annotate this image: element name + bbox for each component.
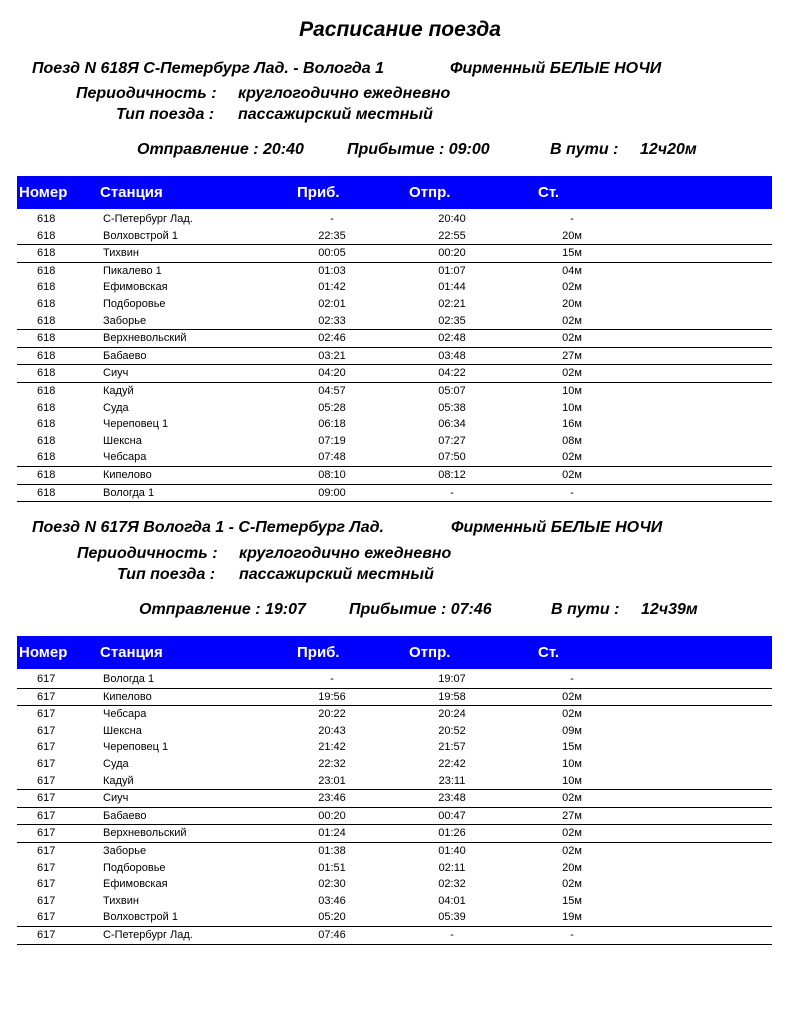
table-row <box>17 860 772 877</box>
arrival-cell: 07:46 <box>318 928 346 941</box>
departure-cell: 03:48 <box>438 349 466 362</box>
stop-duration-cell: 10м <box>562 774 582 787</box>
arrival-cell: 20:22 <box>318 708 346 721</box>
train-number-cell: 617 <box>37 724 56 737</box>
table-row <box>17 313 772 331</box>
train-number-cell: 618 <box>37 384 56 397</box>
stop-duration-cell: 02м <box>562 332 582 345</box>
station-cell: Чебсара <box>103 451 147 464</box>
departure-cell: 19:58 <box>438 690 466 703</box>
stop-duration-cell: 02м <box>562 367 582 380</box>
arrival-cell: 19:56 <box>318 690 346 703</box>
table-row <box>17 245 772 263</box>
train-number-cell: 618 <box>37 264 56 277</box>
station-cell: Тихвин <box>103 247 139 260</box>
page-title: Расписание поезда <box>299 18 501 41</box>
train-number-cell: 617 <box>37 673 56 685</box>
departure-cell: 19:07 <box>438 673 466 685</box>
arrival-cell: 20:43 <box>318 724 346 737</box>
stop-duration-cell: 20м <box>562 861 582 874</box>
table-row <box>17 927 772 945</box>
travel-label: В пути : <box>551 601 620 618</box>
arrival-cell: 23:46 <box>318 792 346 805</box>
train-number-cell: 617 <box>37 894 56 907</box>
train-number-cell: 618 <box>37 281 56 294</box>
stop-duration-cell: 02м <box>562 314 582 327</box>
arrival-cell: 00:05 <box>318 247 346 260</box>
train-number-cell: 618 <box>37 401 56 414</box>
stop-duration-cell: 15м <box>562 894 582 907</box>
departure-cell: 02:11 <box>438 861 466 874</box>
train-number-cell: 618 <box>37 418 56 431</box>
stop-duration-cell: - <box>570 673 574 685</box>
train-number-cell: 617 <box>37 928 56 941</box>
table-row <box>17 433 772 450</box>
departure-cell: 05:07 <box>438 384 466 397</box>
type-label: Тип поезда : <box>117 566 216 583</box>
station-cell: Чебсара <box>103 708 147 721</box>
station-cell: Подборовье <box>103 297 166 310</box>
arrival-cell: 23:01 <box>318 774 346 787</box>
period-label: Периодичность : <box>77 545 218 562</box>
departure-time: Отправление : 20:40 <box>137 141 304 158</box>
station-cell: Верхневольский <box>103 827 187 840</box>
station-cell: Бабаево <box>103 809 147 822</box>
station-cell: Череповец 1 <box>103 418 169 431</box>
departure-cell: 08:12 <box>438 468 466 481</box>
departure-cell: 00:47 <box>438 809 466 822</box>
departure-cell: 02:48 <box>438 332 466 345</box>
table-row <box>17 383 772 400</box>
arrival-cell: 02:01 <box>318 297 346 310</box>
departure-cell: 04:22 <box>438 367 466 380</box>
stop-duration-cell: - <box>570 486 574 499</box>
table-rows <box>17 671 772 945</box>
table-row <box>17 756 772 773</box>
stop-duration-cell: 04м <box>562 264 582 277</box>
arrival-cell: 07:48 <box>318 451 346 464</box>
schedule-table <box>17 636 772 945</box>
station-cell: Заборье <box>103 314 147 327</box>
arrival-cell: 01:42 <box>318 281 346 294</box>
header-stop: Ст. <box>538 184 560 201</box>
station-cell: Тихвин <box>103 894 139 907</box>
stop-duration-cell: 02м <box>562 792 582 805</box>
train-number-cell: 617 <box>37 911 56 924</box>
departure-cell: 00:20 <box>438 247 466 260</box>
table-row <box>17 365 772 383</box>
station-cell: Подборовье <box>103 861 166 874</box>
departure-cell: 20:52 <box>438 724 466 737</box>
header-stop: Ст. <box>538 644 560 661</box>
stop-duration-cell: 02м <box>562 827 582 840</box>
departure-cell: 01:26 <box>438 827 466 840</box>
station-cell: Вологда 1 <box>103 673 155 685</box>
table-row <box>17 876 772 893</box>
departure-cell: 04:01 <box>438 894 466 907</box>
station-cell: Верхневольский <box>103 332 187 345</box>
stop-duration-cell: 02м <box>562 690 582 703</box>
train-number-cell: 617 <box>37 844 56 857</box>
station-cell: С-Петербург Лад. <box>103 213 193 225</box>
table-row <box>17 296 772 313</box>
period-value: круглогодично ежедневно <box>239 545 452 562</box>
arrival-cell: 04:20 <box>318 367 346 380</box>
table-row <box>17 790 772 808</box>
stop-duration-cell: 19м <box>562 911 582 924</box>
stop-duration-cell: 15м <box>562 741 582 754</box>
table-row <box>17 228 772 246</box>
travel-value: 12ч20м <box>640 141 697 158</box>
train-number-cell: 617 <box>37 809 56 822</box>
departure-cell: 02:32 <box>438 878 466 891</box>
table-header <box>17 636 772 669</box>
stop-duration-cell: 15м <box>562 247 582 260</box>
stop-duration-cell: 27м <box>562 349 582 362</box>
departure-cell: - <box>450 928 454 941</box>
train-number-cell: 617 <box>37 792 56 805</box>
train-number-cell: 618 <box>37 229 56 242</box>
table-row <box>17 400 772 417</box>
arrival-cell: 01:51 <box>318 861 346 874</box>
train-number-cell: 617 <box>37 757 56 770</box>
stop-duration-cell: 27м <box>562 809 582 822</box>
station-cell: Волховстрой 1 <box>103 229 178 242</box>
station-cell: Суда <box>103 401 129 414</box>
table-row <box>17 416 772 433</box>
station-cell: Сиуч <box>103 792 129 805</box>
table-header <box>17 176 772 209</box>
table-row <box>17 467 772 485</box>
station-cell: Череповец 1 <box>103 741 169 754</box>
train-number-cell: 618 <box>37 213 56 225</box>
table-row <box>17 843 772 860</box>
arrival-cell: 22:35 <box>318 229 346 242</box>
stop-duration-cell: 09м <box>562 724 582 737</box>
arrival-cell: - <box>330 673 334 685</box>
schedule-table <box>17 176 772 502</box>
header-arrival: Приб. <box>297 184 340 201</box>
table-rows <box>17 211 772 502</box>
period-label: Периодичность : <box>76 85 217 102</box>
travel-value: 12ч39м <box>641 601 698 618</box>
train-number-cell: 618 <box>37 367 56 380</box>
departure-cell: 05:39 <box>438 911 466 924</box>
stop-duration-cell: - <box>570 928 574 941</box>
stop-duration-cell: 08м <box>562 434 582 447</box>
train-number-cell: 618 <box>37 332 56 345</box>
stop-duration-cell: - <box>570 213 574 225</box>
stop-duration-cell: 02м <box>562 468 582 481</box>
departure-cell: - <box>450 486 454 499</box>
arrival-cell: 01:24 <box>318 827 346 840</box>
departure-cell: 07:50 <box>438 451 466 464</box>
table-row <box>17 671 772 689</box>
departure-cell: 06:34 <box>438 418 466 431</box>
departure-cell: 22:55 <box>438 229 466 242</box>
station-cell: Кипелово <box>103 690 152 703</box>
stop-duration-cell: 16м <box>562 418 582 431</box>
stop-duration-cell: 20м <box>562 297 582 310</box>
table-row <box>17 689 772 707</box>
train-number-cell: 618 <box>37 451 56 464</box>
arrival-cell: 02:33 <box>318 314 346 327</box>
stop-duration-cell: 02м <box>562 708 582 721</box>
train-number-cell: 618 <box>37 297 56 310</box>
arrival-cell: 05:20 <box>318 911 346 924</box>
type-value: пассажирский местный <box>239 566 434 583</box>
table-row <box>17 706 772 723</box>
arrival-cell: 07:19 <box>318 434 346 447</box>
station-cell: Волховстрой 1 <box>103 911 178 924</box>
station-cell: Ефимовская <box>103 281 168 294</box>
type-value: пассажирский местный <box>238 106 433 123</box>
table-row <box>17 279 772 296</box>
departure-cell: 02:35 <box>438 314 466 327</box>
departure-cell: 20:40 <box>438 213 466 225</box>
train-title: Поезд N 617Я Вологда 1 - С-Петербург Лад. <box>32 519 384 536</box>
header-station: Станция <box>100 184 163 201</box>
train-number-cell: 617 <box>37 827 56 840</box>
train-brand: Фирменный БЕЛЫЕ НОЧИ <box>451 519 663 536</box>
departure-cell: 02:21 <box>438 297 466 310</box>
station-cell: Пикалево 1 <box>103 264 162 277</box>
header-station: Станция <box>100 644 163 661</box>
arrival-cell: 02:30 <box>318 878 346 891</box>
station-cell: Вологда 1 <box>103 486 155 499</box>
departure-cell: 01:07 <box>438 264 466 277</box>
departure-cell: 21:57 <box>438 741 466 754</box>
train-brand: Фирменный БЕЛЫЕ НОЧИ <box>450 60 662 77</box>
table-row <box>17 773 772 791</box>
table-row <box>17 263 772 280</box>
arrival-cell: 02:46 <box>318 332 346 345</box>
departure-time: Отправление : 19:07 <box>139 601 306 618</box>
arrival-cell: 05:28 <box>318 401 346 414</box>
table-row <box>17 739 772 756</box>
type-label: Тип поезда : <box>116 106 215 123</box>
station-cell: Суда <box>103 757 129 770</box>
stop-duration-cell: 10м <box>562 384 582 397</box>
train-number-cell: 618 <box>37 486 56 499</box>
header-num: Номер <box>19 184 68 201</box>
stop-duration-cell: 10м <box>562 757 582 770</box>
departure-cell: 01:40 <box>438 844 466 857</box>
departure-cell: 05:38 <box>438 401 466 414</box>
arrival-cell: 21:42 <box>318 741 346 754</box>
arrival-cell: - <box>330 213 334 225</box>
travel-label: В пути : <box>550 141 619 158</box>
header-num: Номер <box>19 644 68 661</box>
arrival-time: Прибытие : 07:46 <box>349 601 492 618</box>
header-departure: Отпр. <box>409 184 451 201</box>
table-row <box>17 348 772 366</box>
station-cell: Кипелово <box>103 468 152 481</box>
train-title: Поезд N 618Я С-Петербург Лад. - Вологда 1 <box>32 60 384 77</box>
departure-cell: 07:27 <box>438 434 466 447</box>
departure-cell: 22:42 <box>438 757 466 770</box>
station-cell: Шексна <box>103 434 142 447</box>
table-row <box>17 893 772 910</box>
stop-duration-cell: 02м <box>562 281 582 294</box>
table-row <box>17 211 772 228</box>
station-cell: Бабаево <box>103 349 147 362</box>
arrival-cell: 01:03 <box>318 264 346 277</box>
table-row <box>17 723 772 740</box>
departure-cell: 20:24 <box>438 708 466 721</box>
station-cell: С-Петербург Лад. <box>103 928 193 941</box>
stop-duration-cell: 10м <box>562 401 582 414</box>
train-number-cell: 617 <box>37 708 56 721</box>
departure-cell: 01:44 <box>438 281 466 294</box>
arrival-cell: 03:46 <box>318 894 346 907</box>
arrival-cell: 22:32 <box>318 757 346 770</box>
train-number-cell: 618 <box>37 349 56 362</box>
train-number-cell: 617 <box>37 690 56 703</box>
station-cell: Шексна <box>103 724 142 737</box>
arrival-time: Прибытие : 09:00 <box>347 141 490 158</box>
station-cell: Сиуч <box>103 367 129 380</box>
table-row <box>17 825 772 843</box>
arrival-cell: 06:18 <box>318 418 346 431</box>
arrival-cell: 09:00 <box>318 486 346 499</box>
table-row <box>17 449 772 467</box>
stop-duration-cell: 20м <box>562 229 582 242</box>
header-arrival: Приб. <box>297 644 340 661</box>
station-cell: Кадуй <box>103 774 134 787</box>
train-number-cell: 618 <box>37 434 56 447</box>
train-number-cell: 617 <box>37 878 56 891</box>
departure-cell: 23:48 <box>438 792 466 805</box>
station-cell: Кадуй <box>103 384 134 397</box>
header-departure: Отпр. <box>409 644 451 661</box>
table-row <box>17 808 772 826</box>
arrival-cell: 00:20 <box>318 809 346 822</box>
train-number-cell: 617 <box>37 861 56 874</box>
stop-duration-cell: 02м <box>562 844 582 857</box>
departure-cell: 23:11 <box>438 774 466 787</box>
station-cell: Ефимовская <box>103 878 168 891</box>
train-number-cell: 618 <box>37 247 56 260</box>
period-value: круглогодично ежедневно <box>238 85 451 102</box>
station-cell: Заборье <box>103 844 147 857</box>
arrival-cell: 01:38 <box>318 844 346 857</box>
arrival-cell: 04:57 <box>318 384 346 397</box>
table-row <box>17 485 772 503</box>
stop-duration-cell: 02м <box>562 451 582 464</box>
train-number-cell: 618 <box>37 468 56 481</box>
arrival-cell: 08:10 <box>318 468 346 481</box>
table-row <box>17 909 772 927</box>
train-number-cell: 617 <box>37 774 56 787</box>
arrival-cell: 03:21 <box>318 349 346 362</box>
train-number-cell: 618 <box>37 314 56 327</box>
train-number-cell: 617 <box>37 741 56 754</box>
stop-duration-cell: 02м <box>562 878 582 891</box>
table-row <box>17 330 772 348</box>
